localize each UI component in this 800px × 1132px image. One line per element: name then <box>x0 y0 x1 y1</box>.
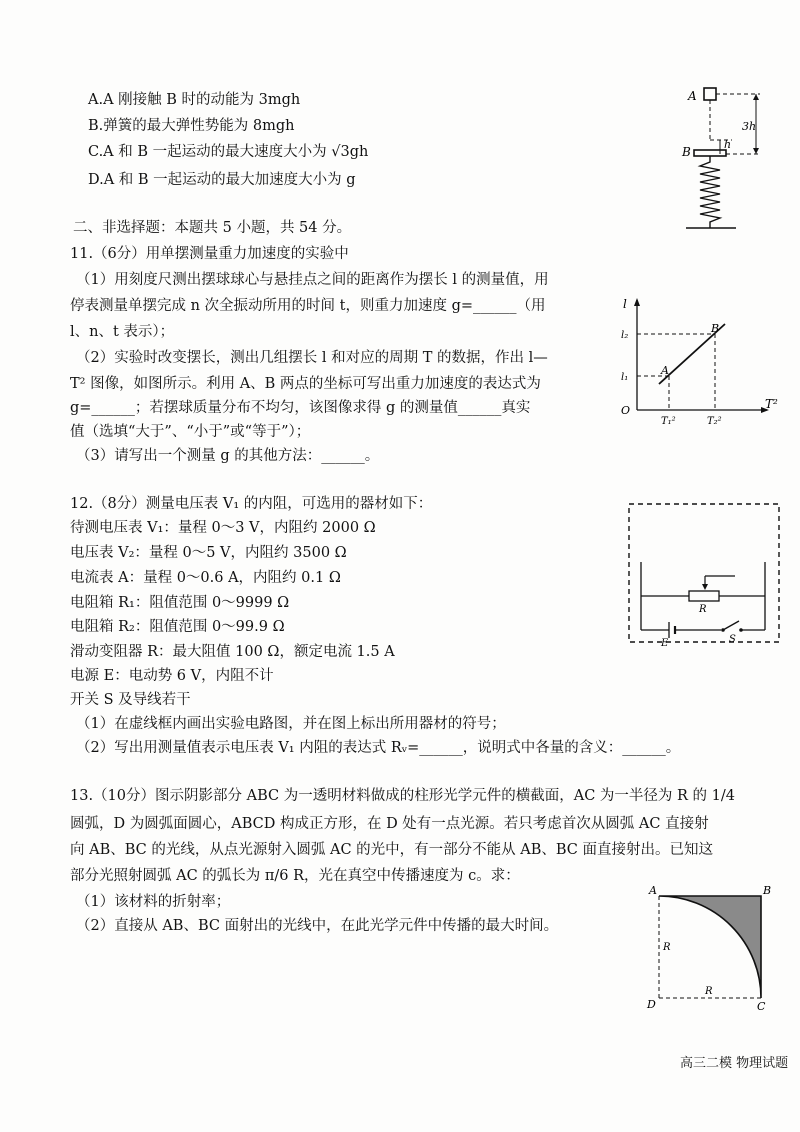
label-b: B <box>682 145 691 159</box>
q11-p3: （3）请写出一个测量 g 的其他方法：______。 <box>76 448 380 464</box>
q12-item-4: 电阻箱 R₁：阻值范围 0～9999 Ω <box>70 595 290 611</box>
block-b <box>694 150 726 156</box>
footer: 高三二模 物理试题 <box>680 1056 789 1071</box>
q10-option-c: C.A 和 B 一起运动的最大速度大小为 √3gh <box>88 144 369 160</box>
label-3h: 3h <box>742 120 757 133</box>
q11-p1-line3: l、n、t 表示）； <box>70 324 175 340</box>
q11-p1-line2: 停表测量单摆完成 n 次全振动所用的时间 t，则重力加速度 g=______（用 <box>70 298 546 314</box>
q11-p2-line4: 值（选填“大于”、“小于”或“等于”）； <box>70 424 311 440</box>
q11-p2-line1: （2）实验时改变摆长，测出几组摆长 l 和对应的周期 T 的数据，作出 l— <box>76 350 548 366</box>
block-a <box>704 88 716 100</box>
q12-p1: （1）在虚线框内画出实验电路图，并在图上标出所用器材的符号； <box>76 716 506 732</box>
label-b: B <box>763 884 772 897</box>
label-d: D <box>647 998 656 1011</box>
answer-box <box>629 504 779 642</box>
rheostat <box>689 591 719 601</box>
q11-l-t2-graph <box>615 292 785 432</box>
q13-p1: （1）该材料的折射率； <box>76 894 231 910</box>
q10-option-b: B.弹簧的最大弹性势能为 8mgh <box>88 118 295 134</box>
q12-item-1: 待测电压表 V₁：量程 0～3 V，内阻约 2000 Ω <box>70 520 376 536</box>
l1-label: l₁ <box>621 372 629 383</box>
point-b-label: B <box>711 322 720 335</box>
q12-item-7: 电源 E：电动势 6 V，内阻不计 <box>70 668 274 684</box>
q11-head: 11.（6分）用单摆测量重力加速度的实验中 <box>70 246 349 262</box>
q11-p2-line3: g=______；若摆球质量分布不均匀，该图像求得 g 的测量值______真实 <box>70 400 531 416</box>
q11-p2-line2: T² 图像，如图所示。利用 A、B 两点的坐标可写出重力加速度的表达式为 <box>70 376 541 392</box>
spring <box>700 156 720 228</box>
l2-label: l₂ <box>621 330 629 341</box>
q10-option-a: A.A 刚接触 B 时的动能为 3mgh <box>88 92 301 108</box>
label-a: A <box>649 884 657 897</box>
q12-circuit <box>625 500 785 648</box>
point-a-label: A <box>661 364 669 377</box>
q12-item-5: 电阻箱 R₂：阻值范围 0～99.9 Ω <box>70 619 285 635</box>
origin-label: O <box>621 404 631 417</box>
t1-label: T₁² <box>661 416 676 427</box>
label-r-vertical: R <box>663 942 671 953</box>
q13-line3: 向 AB、BC 的光线，从点光源射入圆弧 AC 的光中，有一部分不能从 AB、BC 面直接射出。已知这 <box>70 842 714 858</box>
q13-line4: 部分光照射圆弧 AC 的弧长为 π/6 R，光在真空中传播速度为 c。求： <box>70 868 520 884</box>
switch-label: S <box>729 634 736 645</box>
q12-item-2: 电压表 V₂：量程 0～5 V，内阻约 3500 Ω <box>70 545 347 561</box>
q13-optics-figure <box>645 882 780 1014</box>
q10-option-d: D.A 和 B 一起运动的最大加速度大小为 g <box>88 172 356 188</box>
q12-item-6: 滑动变阻器 R：最大阻值 100 Ω，额定电流 1.5 A <box>70 644 395 660</box>
battery-label: E <box>661 638 669 648</box>
q13-line2: 圆弧，D 为圆弧面圆心，ABCD 构成正方形，在 D 处有一点光源。若只考虑首次从圆弧 AC 直接射 <box>70 816 709 832</box>
label-a: A <box>688 89 697 103</box>
q11-p1-line1: （1）用刻度尺测出摆球球心与悬挂点之间的距离作为摆长 l 的测量值，用 <box>76 272 549 288</box>
q12-item-8: 开关 S 及导线若干 <box>70 692 191 708</box>
q12-head: 12.（8分）测量电压表 V₁ 的内阻，可选用的器材如下： <box>70 496 433 512</box>
shaded-region <box>659 896 761 998</box>
q12-item-3: 电流表 A：量程 0～0.6 A，内阻约 0.1 Ω <box>70 570 341 586</box>
label-h: h <box>724 138 732 151</box>
section-title: 二、非选择题：本题共 5 小题，共 54 分。 <box>73 220 352 236</box>
switch-blade <box>723 621 739 630</box>
x-axis-label: T² <box>765 397 778 411</box>
t2-label: T₂² <box>707 416 722 427</box>
q12-p2: （2）写出用测量值表示电压表 V₁ 内阻的表达式 Rᵥ=______，说明式中各量的含义：______。 <box>76 740 681 756</box>
q13-p2: （2）直接从 AB、BC 面射出的光线中，在此光学元件中传播的最大时间。 <box>76 918 559 934</box>
y-axis-label: l <box>623 297 627 311</box>
label-r-horizontal: R <box>705 986 713 997</box>
rheostat-label: R <box>699 604 707 615</box>
q13-line1: 13.（10分）图示阴影部分 ABC 为一透明材料做成的柱形光学元件的横截面，AC 为一半径为 R 的 1/4 <box>70 788 735 804</box>
q10-spring-figure <box>680 80 780 240</box>
label-c: C <box>757 1000 766 1013</box>
